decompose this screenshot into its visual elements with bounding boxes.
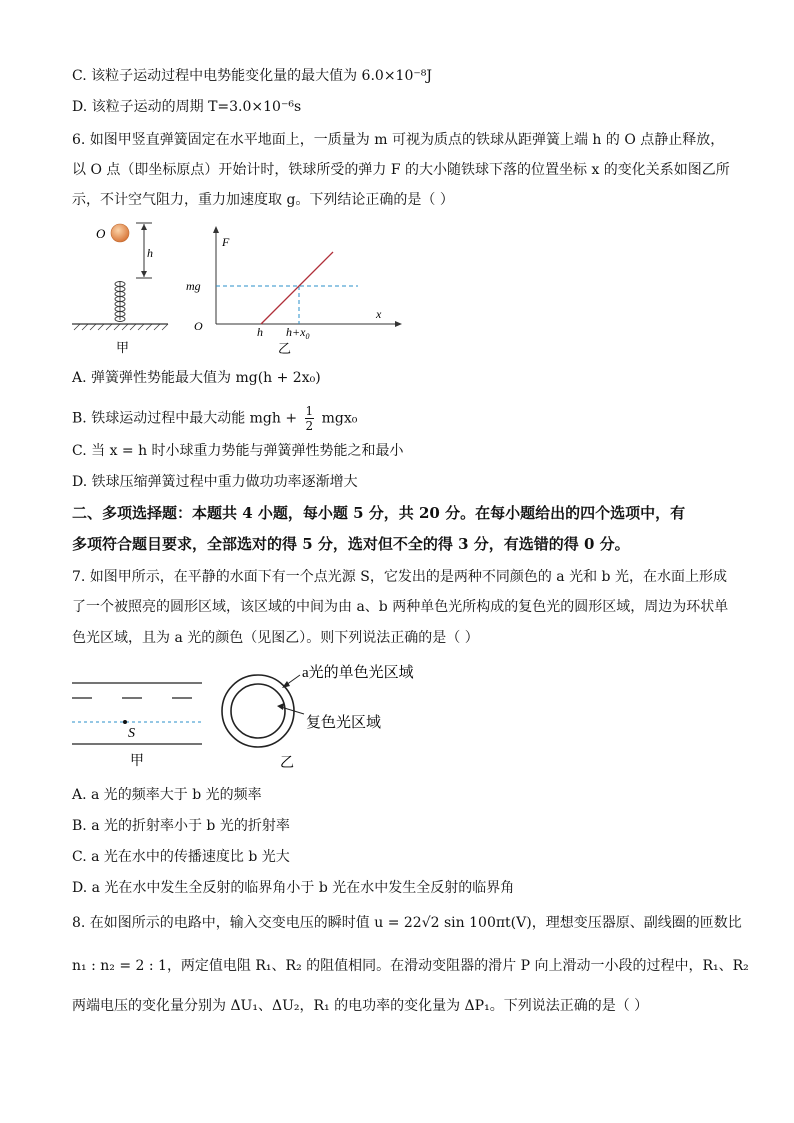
inner-circle — [231, 684, 285, 738]
ground-hatch — [74, 324, 168, 330]
iron-ball — [111, 224, 129, 242]
fig6-x-label: x — [376, 307, 382, 321]
section-2-heading-1: 二、多项选择题：本题共 4 小题，每小题 5 分，共 20 分。在每小题给出的四个选项中，有 — [72, 504, 686, 522]
q6-option-c: C. 当 x = h 时小球重力势能与弹簧弹性势能之和最小 — [72, 443, 404, 459]
q7-stem-2: 了一个被照亮的圆形区域，该区域的中间为由 a、b 两种单色光所构成的复色光的圆形区域，周边为环状单 — [72, 599, 729, 615]
fig6-origin: O — [194, 319, 203, 333]
q7-option-d: D. a 光在水中发生全反射的临界角小于 b 光在水中发生全反射的临界角 — [72, 880, 515, 896]
q5-option-d: D. 该粒子运动的周期 T=3.0×10⁻⁶s — [72, 99, 302, 115]
q6-figure — [68, 220, 408, 360]
fig6-F-label: F — [222, 235, 230, 249]
q7-option-c: C. a 光在水中的传播速度比 b 光大 — [72, 849, 290, 865]
q6-option-a: A. 弹簧弹性势能最大值为 mg(h + 2x₀) — [72, 370, 321, 386]
section-2-heading-2: 多项符合题目要求，全部选对的得 5 分，选对但不全的得 3 分，有选错的得 0 分。 — [72, 535, 630, 553]
q7-option-a: A. a 光的频率大于 b 光的频率 — [72, 787, 262, 803]
fig6-ball-label: O — [96, 226, 106, 241]
fig7-S-label: S — [128, 726, 135, 741]
q6-stem-3: 示，不计空气阻力，重力加速度取 g。下列结论正确的是（ ） — [72, 192, 454, 208]
q8-stem-2: n₁ : n₂ = 2 : 1，两定值电阻 R₁、R₂ 的阻值相同。在滑动变阻器的滑片 P 向上滑动一小段的过程中，R₁、R₂ — [72, 958, 749, 974]
fig6-yi: 乙 — [278, 341, 292, 356]
fig6-jia: 甲 — [116, 340, 130, 355]
fig7-mono-label: a光的单色光区域 — [302, 665, 414, 681]
q6-option-d: D. 铁球压缩弹簧过程中重力做功功率逐渐增大 — [72, 474, 358, 490]
q7-figure — [68, 655, 448, 775]
force-line — [261, 252, 333, 324]
fig6-hx0-tick: $h+x_0$ — [286, 325, 310, 341]
light-source-S — [123, 720, 127, 724]
q8-stem-3: 两端电压的变化量分别为 ΔU₁、ΔU₂，R₁ 的电功率的变化量为 ΔP₁。下列说法正确的是（ ） — [72, 998, 649, 1014]
spring — [115, 282, 125, 322]
fraction-half: $\frac{1}{2}$ — [305, 404, 314, 433]
fig7-compound-label: 复色光区域 — [306, 715, 382, 731]
fig7-jia: 甲 — [130, 754, 144, 769]
fig6-mg-label: mg — [186, 279, 201, 293]
q7-stem-1: 7. 如图甲所示，在平静的水面下有一个点光源 S，它发出的是两种不同颜色的 a 光和 b 光，在水面上形成 — [72, 569, 727, 585]
q8-stem-1: 8. 在如图所示的电路中，输入交变电压的瞬时值 u = 22√2 sin 100πt(V)，理想变压器原、副线圈的匝数比 — [72, 915, 742, 931]
q6-stem-2: 以 O 点（即坐标原点）开始计时，铁球所受的弹力 F 的大小随铁球下落的位置坐标 x 的变化关系如图乙所 — [72, 162, 730, 178]
fig6-h-tick: h — [257, 325, 263, 339]
q6-stem-1: 6. 如图甲竖直弹簧固定在水平地面上，一质量为 m 可视为质点的铁球从距弹簧上端 h 的 O 点静止释放， — [72, 132, 725, 148]
outer-circle — [222, 675, 294, 747]
fig7-yi: 乙 — [280, 756, 294, 771]
q7-stem-3: 色光区域，且为 a 光的颜色（见图乙）。则下列说法正确的是（ ） — [72, 630, 479, 646]
q7-option-b: B. a 光的折射率小于 b 光的折射率 — [72, 818, 290, 834]
q6-option-b: B. 铁球运动过程中最大动能 mgh + $\frac{1}{2}$ mgx₀ — [72, 404, 358, 433]
q5-option-c: C. 该粒子运动过程中电势能变化量的最大值为 6.0×10⁻⁸J — [72, 68, 432, 84]
fig6-h-label: h — [147, 246, 153, 260]
